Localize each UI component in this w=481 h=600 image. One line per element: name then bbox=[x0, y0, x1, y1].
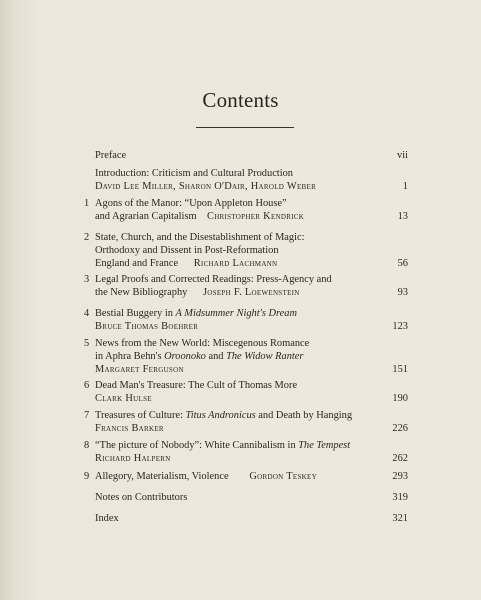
entry-title bbox=[95, 308, 395, 334]
title-line: “The picture of Nobody”: White Cannibalism in The Tempest bbox=[95, 440, 351, 451]
page-number: 93 bbox=[397, 287, 408, 298]
page-number: 319 bbox=[392, 492, 408, 503]
chapter-number: 8 bbox=[84, 440, 90, 451]
entry-author: David Lee Miller, Sharon O'Dair, Harold Weber bbox=[95, 180, 317, 192]
entry-author: Bruce Thomas Boehrer bbox=[95, 320, 199, 332]
chapter-number: 7 bbox=[84, 410, 90, 421]
entry-title: Agons of the Manor: “Upon Appleton House” and Agrarian Capitalism Christopher Kendrick bbox=[95, 198, 305, 222]
entry-author: Gordon Teskey bbox=[249, 471, 317, 482]
entry-title: Allegory, Materialism, Violence Gordon Teskey bbox=[95, 471, 317, 482]
chapter-number: 1 bbox=[84, 198, 90, 209]
entry-title: State, Church, and the Disestablishment of Magic: Orthodoxy and Dissent in Post-Reformation England and France Richard Lachmann bbox=[95, 232, 305, 269]
entry-title: Notes on Contributors bbox=[95, 492, 188, 503]
entry-title: News from the New World: Miscegenous Romance in Aphra Behn's Oroonoko and The Widow Ranter Margaret Ferguson bbox=[95, 338, 395, 376]
chapter-number: 2 bbox=[84, 232, 90, 243]
page-number: 226 bbox=[392, 423, 408, 434]
title-line: in Aphra Behn's Oroonoko and The Widow Ranter bbox=[95, 350, 304, 362]
title-line: Bestial Buggery in A Midsummer Night's Dream bbox=[95, 308, 297, 319]
chapter-number: 4 bbox=[84, 308, 90, 319]
entry-author: Richard Lachmann bbox=[193, 257, 278, 269]
entry-author: Richard Halpern bbox=[95, 452, 171, 464]
entry-author: Francis Barker bbox=[95, 422, 164, 434]
chapter-number: 9 bbox=[84, 471, 90, 482]
entry-title: Index bbox=[95, 513, 119, 524]
page-number: 1 bbox=[402, 181, 408, 192]
page-number: vii bbox=[397, 150, 408, 161]
entry-title: Introduction: Criticism and Cultural Production David Lee Miller, Sharon O'Dair, Harold Weber bbox=[95, 168, 395, 194]
page-number: 151 bbox=[392, 364, 408, 375]
entry-title: Legal Proofs and Corrected Readings: Press-Agency and the New Bibliography Joseph F. Loewenstein bbox=[95, 274, 332, 298]
entry-title bbox=[95, 440, 395, 466]
page-number: 123 bbox=[392, 321, 408, 332]
page-number: 321 bbox=[392, 513, 408, 524]
entry-title: Dead Man's Treasure: The Cult of Thomas More Clark Hulse bbox=[95, 380, 395, 406]
entry-author: Clark Hulse bbox=[95, 392, 152, 404]
page-number: 56 bbox=[397, 258, 408, 269]
chapter-number: 6 bbox=[84, 380, 90, 391]
page-title: Contents bbox=[202, 88, 279, 112]
page-number: 190 bbox=[392, 393, 408, 404]
title-rule bbox=[196, 127, 294, 128]
page-number: 262 bbox=[392, 453, 408, 464]
entry-author: Margaret Ferguson bbox=[95, 363, 184, 375]
title-line: Treasures of Culture: Titus Andronicus and Death by Hanging bbox=[95, 410, 353, 421]
entry-author: Christopher Kendrick bbox=[206, 210, 305, 222]
entry-title bbox=[95, 410, 395, 436]
entry-author: Joseph F. Loewenstein bbox=[202, 286, 300, 298]
page-number: 13 bbox=[397, 211, 408, 222]
chapter-number: 5 bbox=[84, 338, 90, 349]
entry-title: Preface bbox=[95, 150, 127, 161]
page-number: 293 bbox=[392, 471, 408, 482]
chapter-number: 3 bbox=[84, 274, 90, 285]
